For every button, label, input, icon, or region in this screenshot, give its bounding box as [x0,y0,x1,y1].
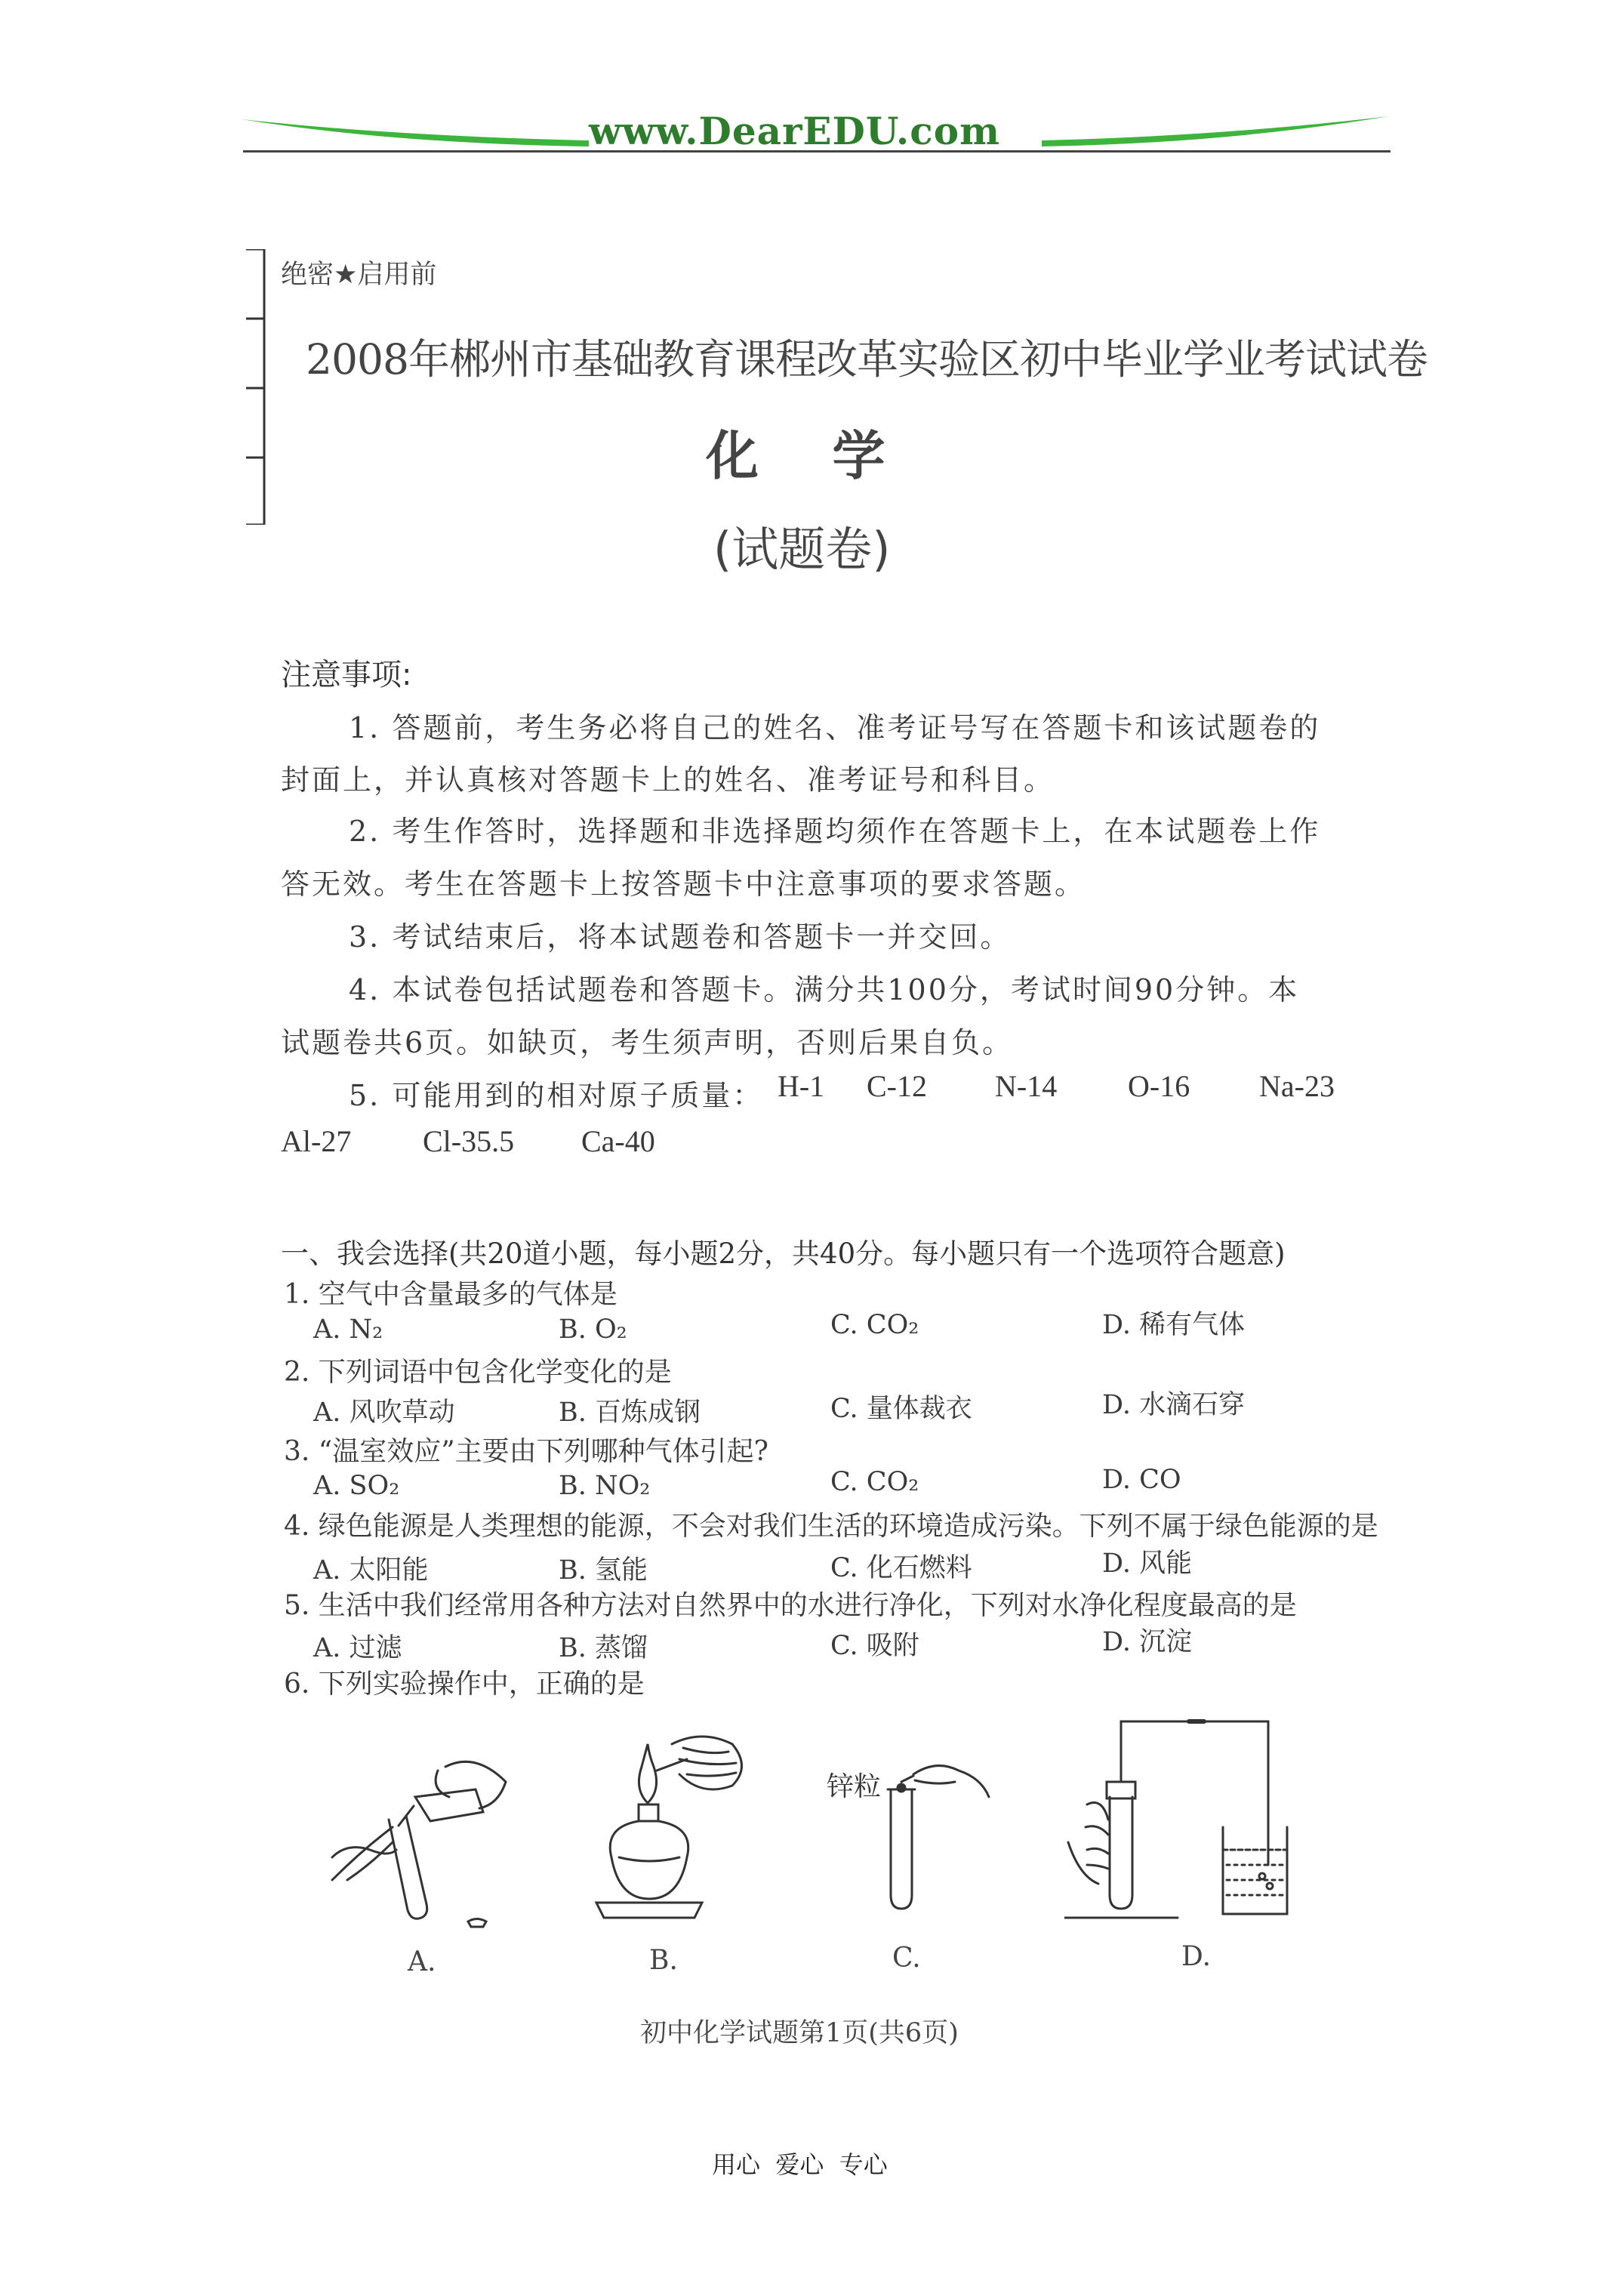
atomic-mass: Al-27 [281,1124,352,1158]
figure-label: C. [892,1943,921,1974]
question-stem: 4. 绿色能源是人类理想的能源，不会对我们生活的环境造成污染。下列不属于绿色能源的是 [284,1511,1378,1542]
atomic-mass: C-12 [867,1069,927,1103]
question-option: D. 水滴石穿 [1102,1390,1246,1420]
notes-heading: 注意事项: [281,658,412,692]
question-stem: 1. 空气中含量最多的气体是 [284,1279,617,1310]
question-option: D. 风能 [1102,1549,1193,1579]
question-stem: 3. “温室效应”主要由下列哪种气体引起? [284,1436,768,1467]
page-number-footer: 初中化学试题第1页(共6页) [640,2018,959,2048]
figure-a-pouring-illustration [317,1737,521,1933]
question-option: C. 量体裁衣 [830,1394,972,1424]
note-line: 1. 答题前，考生务必将自己的姓名、准考证号写在答题卡和该试题卷的 [349,711,1321,744]
atomic-mass: Na-23 [1259,1069,1335,1103]
figure-label: D. [1181,1941,1212,1972]
paper-type: (试题卷) [713,522,891,577]
header-rule [243,150,1390,153]
figure-d-airtightness-check-illustration [1064,1714,1291,1925]
question-option: D. 稀有气体 [1102,1310,1246,1340]
note-line: 2. 考生作答时，选择题和非选择题均须作在答题卡上，在本试题卷上作 [349,815,1321,848]
atomic-mass: Cl-35.5 [423,1124,515,1158]
question-option: A. SO₂ [313,1471,400,1501]
zinc-label: 锌粒 [827,1771,882,1802]
atomic-mass: H-1 [778,1069,825,1103]
question-option: A. N₂ [313,1314,383,1345]
question-stem: 5. 生活中我们经常用各种方法对自然界中的水进行净化，下列对水净化程度最高的是 [284,1590,1297,1621]
question-option: D. CO [1102,1465,1181,1495]
question-stem: 6. 下列实验操作中，正确的是 [284,1669,645,1700]
motto-footer: 用心 爱心 专心 [712,2150,888,2179]
note-line: 试题卷共6页。如缺页，考生须声明，否则后果自负。 [281,1026,1014,1059]
question-option: B. NO₂ [559,1471,651,1501]
section-heading: 一、我会选择(共20道小题，每小题2分，共40分。每小题只有一个选项符合题意) [281,1237,1286,1270]
question-option: D. 沉淀 [1102,1627,1193,1657]
question-option: A. 过滤 [313,1633,402,1663]
question-option: B. O₂ [559,1314,627,1345]
note-line: 答无效。考生在答题卡上按答题卡中注意事项的要求答题。 [281,868,1086,901]
site-name: www.DearEDU.com [589,109,1001,153]
question-option: B. 氢能 [559,1555,648,1586]
question-option: C. 化石燃料 [830,1553,972,1583]
figure-b-alcohol-lamp-illustration [581,1714,762,1925]
question-option: C. CO₂ [830,1310,919,1340]
note-line: 3. 考试结束后，将本试题卷和答题卡一并交回。 [349,920,1012,954]
binding-bracket [243,249,266,525]
figure-c-zinc-test-tube-illustration [868,1744,1004,1918]
secret-label: 绝密★启用前 [281,260,437,290]
question-option: B. 百炼成钢 [559,1398,701,1428]
question-stem: 2. 下列词语中包含化学变化的是 [284,1357,672,1388]
question-option: C. CO₂ [830,1467,919,1497]
note-line: 4. 本试卷包括试题卷和答题卡。满分共100分，考试时间90分钟。本 [349,973,1300,1006]
question-option: A. 太阳能 [313,1555,429,1586]
question-option: B. 蒸馏 [559,1633,648,1663]
note-line: 5. 可能用到的相对原子质量： [349,1079,764,1112]
atomic-mass: O-16 [1128,1069,1190,1103]
question-option: C. 吸附 [830,1631,919,1661]
atomic-mass: N-14 [995,1069,1058,1103]
atomic-mass: Ca-40 [581,1124,655,1158]
question-option: A. 风吹草动 [313,1398,455,1428]
figure-label: A. [408,1946,436,1977]
subject-title: 化 学 [706,425,885,487]
figure-label: B. [649,1945,678,1976]
note-line: 封面上，并认真核对答题卡上的姓名、准考证号和科目。 [281,763,1055,797]
exam-title: 2008年郴州市基础教育课程改革实验区初中毕业学业考试试卷 [306,335,1427,384]
